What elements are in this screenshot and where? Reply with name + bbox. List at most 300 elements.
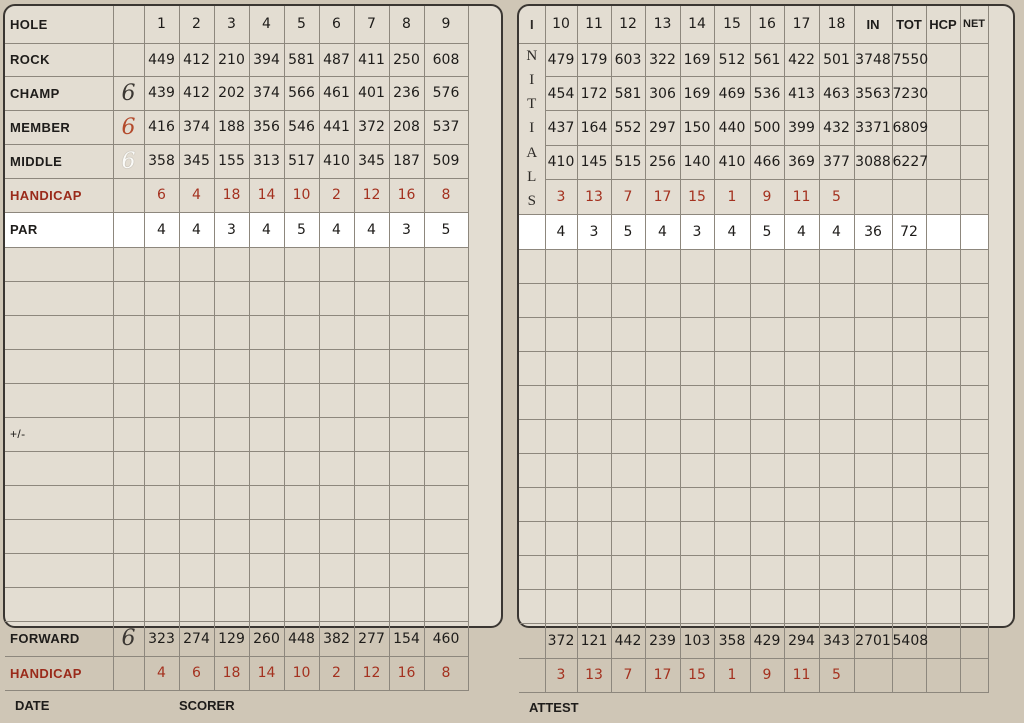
score-cell[interactable] — [714, 317, 750, 351]
score-cell[interactable] — [714, 283, 750, 317]
score-cell[interactable] — [680, 385, 714, 419]
score-cell[interactable] — [545, 453, 577, 487]
score-cell[interactable] — [784, 385, 819, 419]
score-cell[interactable] — [113, 417, 144, 451]
score-cell[interactable] — [424, 519, 468, 553]
score-cell[interactable] — [819, 283, 854, 317]
score-cell[interactable] — [424, 451, 468, 485]
score-cell[interactable] — [784, 589, 819, 623]
score-cell[interactable] — [284, 553, 319, 587]
score-cell[interactable] — [680, 589, 714, 623]
score-cell[interactable] — [960, 317, 988, 351]
score-cell[interactable] — [284, 485, 319, 519]
score-cell[interactable] — [113, 281, 144, 315]
score-cell[interactable] — [214, 587, 249, 621]
score-cell[interactable] — [144, 281, 179, 315]
score-cell[interactable] — [784, 317, 819, 351]
handicap-row — [519, 180, 988, 214]
score-cell[interactable] — [784, 555, 819, 589]
score-cell[interactable] — [611, 589, 645, 623]
score-cell[interactable] — [354, 349, 389, 383]
score-cell[interactable] — [389, 349, 424, 383]
score-cell[interactable] — [389, 519, 424, 553]
score-cell[interactable] — [545, 317, 577, 351]
score-cell[interactable] — [611, 419, 645, 453]
score-cell[interactable] — [424, 417, 468, 451]
score-cell[interactable] — [645, 419, 680, 453]
score-cell[interactable] — [854, 555, 892, 589]
score-cell[interactable] — [284, 315, 319, 349]
score-cell[interactable] — [519, 283, 545, 317]
score-cell[interactable] — [319, 587, 354, 621]
score-cell[interactable] — [354, 281, 389, 315]
score-cell[interactable] — [819, 419, 854, 453]
score-cell[interactable] — [179, 247, 214, 281]
score-cell[interactable] — [545, 555, 577, 589]
score-cell[interactable] — [249, 451, 284, 485]
score-cell[interactable] — [784, 351, 819, 385]
score-cell[interactable] — [577, 283, 611, 317]
net-cell[interactable] — [960, 111, 988, 145]
score-cell[interactable] — [545, 385, 577, 419]
score-label-cell[interactable] — [5, 451, 113, 485]
score-cell[interactable] — [389, 281, 424, 315]
score-cell[interactable] — [611, 249, 645, 283]
score-cell[interactable] — [577, 589, 611, 623]
score-cell[interactable] — [714, 521, 750, 555]
score-cell[interactable] — [577, 385, 611, 419]
score-cell[interactable] — [113, 383, 144, 417]
score-cell[interactable] — [750, 521, 784, 555]
score-cell[interactable] — [389, 247, 424, 281]
score-cell[interactable] — [645, 453, 680, 487]
score-cell[interactable] — [892, 249, 926, 283]
score-cell[interactable] — [519, 453, 545, 487]
score-cell[interactable] — [249, 519, 284, 553]
score-label-cell[interactable] — [5, 587, 113, 621]
yardage-cell: 515 — [611, 145, 645, 179]
score-cell[interactable] — [214, 349, 249, 383]
score-cell[interactable] — [960, 249, 988, 283]
score-cell[interactable] — [892, 317, 926, 351]
score-cell[interactable] — [645, 351, 680, 385]
score-cell[interactable] — [319, 519, 354, 553]
score-cell[interactable] — [249, 315, 284, 349]
score-cell[interactable] — [854, 419, 892, 453]
score-cell[interactable] — [319, 451, 354, 485]
score-cell[interactable] — [960, 521, 988, 555]
score-cell[interactable] — [249, 485, 284, 519]
score-cell[interactable] — [750, 317, 784, 351]
score-cell[interactable] — [545, 487, 577, 521]
score-cell[interactable] — [611, 487, 645, 521]
score-cell[interactable] — [144, 485, 179, 519]
score-cell[interactable] — [144, 417, 179, 451]
score-cell[interactable] — [113, 587, 144, 621]
score-cell[interactable] — [113, 553, 144, 587]
score-cell[interactable] — [926, 351, 960, 385]
net-cell[interactable] — [960, 76, 988, 110]
score-cell[interactable] — [519, 317, 545, 351]
score-cell[interactable] — [519, 487, 545, 521]
score-cell[interactable] — [611, 317, 645, 351]
score-cell[interactable] — [179, 587, 214, 621]
hcp-cell[interactable] — [926, 111, 960, 145]
score-cell[interactable] — [750, 419, 784, 453]
score-label-cell[interactable] — [5, 519, 113, 553]
score-cell[interactable] — [680, 487, 714, 521]
score-cell[interactable] — [113, 315, 144, 349]
score-cell[interactable] — [892, 283, 926, 317]
score-cell[interactable] — [611, 521, 645, 555]
score-cell[interactable] — [249, 553, 284, 587]
score-cell[interactable] — [319, 383, 354, 417]
score-cell[interactable] — [214, 553, 249, 587]
score-label-cell[interactable] — [5, 383, 113, 417]
score-cell[interactable] — [926, 589, 960, 623]
score-cell[interactable] — [545, 249, 577, 283]
score-cell[interactable] — [319, 485, 354, 519]
score-cell[interactable] — [714, 351, 750, 385]
score-cell[interactable] — [854, 487, 892, 521]
score-cell[interactable] — [179, 383, 214, 417]
score-label-cell[interactable] — [5, 553, 113, 587]
score-cell[interactable] — [389, 451, 424, 485]
score-cell[interactable] — [645, 555, 680, 589]
score-cell[interactable] — [214, 315, 249, 349]
handicap-cell: 15 — [680, 658, 714, 692]
score-cell[interactable] — [389, 553, 424, 587]
score-cell[interactable] — [249, 247, 284, 281]
score-cell[interactable] — [284, 519, 319, 553]
score-cell[interactable] — [854, 521, 892, 555]
score-cell[interactable] — [354, 247, 389, 281]
score-cell[interactable] — [680, 351, 714, 385]
initials-letter: T — [527, 96, 537, 113]
score-cell[interactable] — [144, 315, 179, 349]
score-cell[interactable] — [249, 383, 284, 417]
score-cell[interactable] — [179, 451, 214, 485]
score-cell[interactable] — [750, 351, 784, 385]
score-cell[interactable] — [545, 351, 577, 385]
score-cell[interactable] — [784, 419, 819, 453]
score-cell[interactable] — [892, 419, 926, 453]
hcp-cell[interactable] — [926, 623, 960, 658]
score-cell[interactable] — [144, 519, 179, 553]
score-cell[interactable] — [519, 419, 545, 453]
score-cell[interactable] — [926, 487, 960, 521]
score-cell[interactable] — [214, 281, 249, 315]
score-cell[interactable] — [892, 521, 926, 555]
score-cell[interactable] — [144, 247, 179, 281]
score-cell[interactable] — [645, 317, 680, 351]
score-cell[interactable] — [519, 555, 545, 589]
score-cell[interactable] — [892, 453, 926, 487]
score-cell[interactable] — [714, 453, 750, 487]
score-cell[interactable] — [819, 351, 854, 385]
score-cell[interactable] — [249, 417, 284, 451]
score-cell[interactable] — [714, 589, 750, 623]
score-cell[interactable] — [680, 249, 714, 283]
score-cell[interactable] — [284, 383, 319, 417]
score-cell[interactable] — [113, 451, 144, 485]
score-cell[interactable] — [284, 417, 319, 451]
score-cell[interactable] — [784, 453, 819, 487]
score-cell[interactable] — [354, 553, 389, 587]
score-cell[interactable] — [577, 419, 611, 453]
score-cell[interactable] — [424, 485, 468, 519]
score-cell[interactable] — [319, 247, 354, 281]
score-cell[interactable] — [179, 417, 214, 451]
score-cell[interactable] — [750, 249, 784, 283]
score-cell[interactable] — [960, 283, 988, 317]
score-label-cell[interactable] — [5, 349, 113, 383]
score-cell[interactable] — [819, 453, 854, 487]
tee-row-champ — [5, 76, 468, 110]
yardage-cell: 358 — [144, 144, 179, 178]
score-cell[interactable] — [750, 283, 784, 317]
score-label-cell[interactable] — [5, 281, 113, 315]
score-cell[interactable] — [611, 453, 645, 487]
score-cell[interactable] — [389, 587, 424, 621]
score-cell[interactable] — [577, 487, 611, 521]
score-cell[interactable] — [960, 487, 988, 521]
hcp-cell[interactable] — [926, 145, 960, 179]
score-cell[interactable] — [714, 487, 750, 521]
score-cell[interactable] — [854, 317, 892, 351]
score-cell[interactable] — [680, 419, 714, 453]
tee-name: FORWARD — [5, 621, 113, 656]
score-cell[interactable] — [319, 553, 354, 587]
score-cell[interactable] — [892, 487, 926, 521]
score-cell[interactable] — [214, 247, 249, 281]
score-cell[interactable] — [214, 451, 249, 485]
score-cell[interactable] — [354, 485, 389, 519]
yardage-cell: 103 — [680, 623, 714, 658]
score-cell[interactable] — [179, 485, 214, 519]
score-cell[interactable] — [926, 385, 960, 419]
score-cell[interactable] — [926, 249, 960, 283]
yardage-cell: 537 — [424, 110, 468, 144]
score-cell[interactable] — [784, 249, 819, 283]
score-cell[interactable] — [645, 385, 680, 419]
score-cell[interactable] — [545, 419, 577, 453]
score-cell[interactable] — [284, 281, 319, 315]
score-cell[interactable] — [854, 453, 892, 487]
score-cell[interactable] — [750, 555, 784, 589]
score-cell[interactable] — [960, 385, 988, 419]
score-cell[interactable] — [389, 315, 424, 349]
score-cell[interactable] — [284, 451, 319, 485]
score-cell[interactable] — [577, 453, 611, 487]
par-cell: 4 — [354, 212, 389, 247]
score-cell[interactable] — [354, 383, 389, 417]
score-cell[interactable] — [611, 283, 645, 317]
hcp-cell[interactable] — [926, 43, 960, 76]
score-cell[interactable] — [545, 283, 577, 317]
front-nine-table — [5, 6, 469, 721]
score-cell[interactable] — [750, 385, 784, 419]
score-row — [5, 315, 468, 349]
score-cell[interactable] — [249, 349, 284, 383]
score-cell[interactable] — [577, 521, 611, 555]
score-cell[interactable] — [892, 351, 926, 385]
score-cell[interactable] — [144, 383, 179, 417]
score-cell[interactable] — [519, 249, 545, 283]
score-cell[interactable] — [819, 317, 854, 351]
score-cell[interactable] — [819, 249, 854, 283]
score-cell[interactable] — [960, 453, 988, 487]
score-cell[interactable] — [113, 485, 144, 519]
score-cell[interactable] — [577, 555, 611, 589]
score-cell[interactable] — [424, 349, 468, 383]
score-cell[interactable] — [680, 317, 714, 351]
score-cell[interactable] — [354, 417, 389, 451]
score-cell[interactable] — [519, 589, 545, 623]
score-cell[interactable] — [680, 453, 714, 487]
yardage-cell: 323 — [144, 621, 179, 656]
score-cell[interactable] — [714, 385, 750, 419]
score-cell[interactable] — [179, 281, 214, 315]
score-cell[interactable] — [319, 315, 354, 349]
score-cell[interactable] — [819, 487, 854, 521]
score-cell[interactable] — [354, 315, 389, 349]
score-cell[interactable] — [680, 521, 714, 555]
score-cell[interactable] — [179, 519, 214, 553]
score-cell[interactable] — [714, 419, 750, 453]
score-label-cell[interactable] — [5, 485, 113, 519]
score-cell[interactable] — [784, 283, 819, 317]
score-cell[interactable] — [645, 521, 680, 555]
score-cell[interactable] — [960, 351, 988, 385]
score-cell[interactable] — [784, 521, 819, 555]
score-cell[interactable] — [854, 385, 892, 419]
score-cell[interactable] — [319, 281, 354, 315]
score-cell[interactable] — [960, 555, 988, 589]
score-cell[interactable] — [611, 351, 645, 385]
score-cell[interactable] — [926, 283, 960, 317]
score-cell[interactable] — [284, 247, 319, 281]
score-cell[interactable] — [424, 383, 468, 417]
score-cell[interactable] — [424, 587, 468, 621]
score-cell[interactable] — [284, 349, 319, 383]
score-label-cell[interactable] — [5, 315, 113, 349]
in-total: 3371 — [854, 111, 892, 145]
score-cell[interactable] — [784, 487, 819, 521]
score-cell[interactable] — [424, 281, 468, 315]
score-cell[interactable] — [519, 521, 545, 555]
score-cell[interactable] — [284, 587, 319, 621]
score-cell[interactable] — [424, 315, 468, 349]
score-cell[interactable] — [545, 589, 577, 623]
score-cell[interactable] — [545, 521, 577, 555]
score-cell[interactable] — [249, 587, 284, 621]
score-cell[interactable] — [854, 351, 892, 385]
score-cell[interactable] — [577, 317, 611, 351]
score-cell[interactable] — [645, 487, 680, 521]
score-cell[interactable] — [144, 587, 179, 621]
net-cell[interactable] — [960, 43, 988, 76]
score-cell[interactable] — [179, 315, 214, 349]
score-cell[interactable] — [854, 589, 892, 623]
score-cell[interactable] — [249, 281, 284, 315]
score-cell[interactable] — [179, 553, 214, 587]
score-cell[interactable] — [354, 451, 389, 485]
score-cell[interactable] — [926, 317, 960, 351]
score-cell[interactable] — [926, 521, 960, 555]
score-cell[interactable] — [519, 385, 545, 419]
net-cell[interactable] — [960, 623, 988, 658]
score-cell[interactable] — [714, 249, 750, 283]
score-cell[interactable] — [577, 351, 611, 385]
score-cell[interactable] — [144, 553, 179, 587]
score-cell[interactable] — [144, 451, 179, 485]
score-cell[interactable] — [926, 419, 960, 453]
score-cell[interactable] — [960, 589, 988, 623]
score-cell[interactable] — [750, 589, 784, 623]
score-cell[interactable] — [424, 247, 468, 281]
score-cell[interactable] — [819, 589, 854, 623]
score-cell[interactable] — [354, 587, 389, 621]
score-cell[interactable] — [389, 485, 424, 519]
score-label-cell[interactable] — [5, 247, 113, 281]
score-cell[interactable] — [680, 555, 714, 589]
score-cell[interactable] — [214, 519, 249, 553]
score-cell[interactable] — [354, 519, 389, 553]
score-cell[interactable] — [819, 385, 854, 419]
score-cell[interactable] — [926, 555, 960, 589]
score-cell[interactable] — [750, 487, 784, 521]
score-cell[interactable] — [892, 589, 926, 623]
score-cell[interactable] — [519, 351, 545, 385]
score-cell[interactable] — [424, 553, 468, 587]
score-cell[interactable] — [854, 249, 892, 283]
score-cell[interactable] — [113, 519, 144, 553]
score-cell[interactable] — [214, 485, 249, 519]
score-cell[interactable] — [645, 589, 680, 623]
score-cell[interactable] — [611, 555, 645, 589]
score-cell[interactable] — [611, 385, 645, 419]
score-cell[interactable] — [714, 555, 750, 589]
score-cell[interactable] — [319, 349, 354, 383]
score-cell[interactable] — [819, 555, 854, 589]
score-cell[interactable] — [144, 349, 179, 383]
score-cell[interactable] — [113, 247, 144, 281]
score-cell[interactable] — [389, 417, 424, 451]
score-cell[interactable] — [960, 419, 988, 453]
score-cell[interactable] — [577, 249, 611, 283]
score-cell[interactable] — [819, 521, 854, 555]
score-cell[interactable] — [645, 283, 680, 317]
score-cell[interactable] — [214, 417, 249, 451]
score-cell[interactable] — [179, 349, 214, 383]
score-cell[interactable] — [750, 453, 784, 487]
score-cell[interactable] — [854, 283, 892, 317]
score-cell[interactable] — [680, 283, 714, 317]
score-cell[interactable] — [113, 349, 144, 383]
hole-number: 6 — [319, 6, 354, 43]
score-cell[interactable] — [892, 555, 926, 589]
score-cell[interactable] — [214, 383, 249, 417]
score-cell[interactable] — [926, 453, 960, 487]
hcp-cell[interactable] — [926, 76, 960, 110]
score-cell[interactable] — [892, 385, 926, 419]
score-cell[interactable] — [645, 249, 680, 283]
net-cell[interactable] — [960, 145, 988, 179]
score-cell[interactable] — [319, 417, 354, 451]
handicap-cell: 15 — [680, 180, 714, 214]
score-cell[interactable] — [389, 383, 424, 417]
